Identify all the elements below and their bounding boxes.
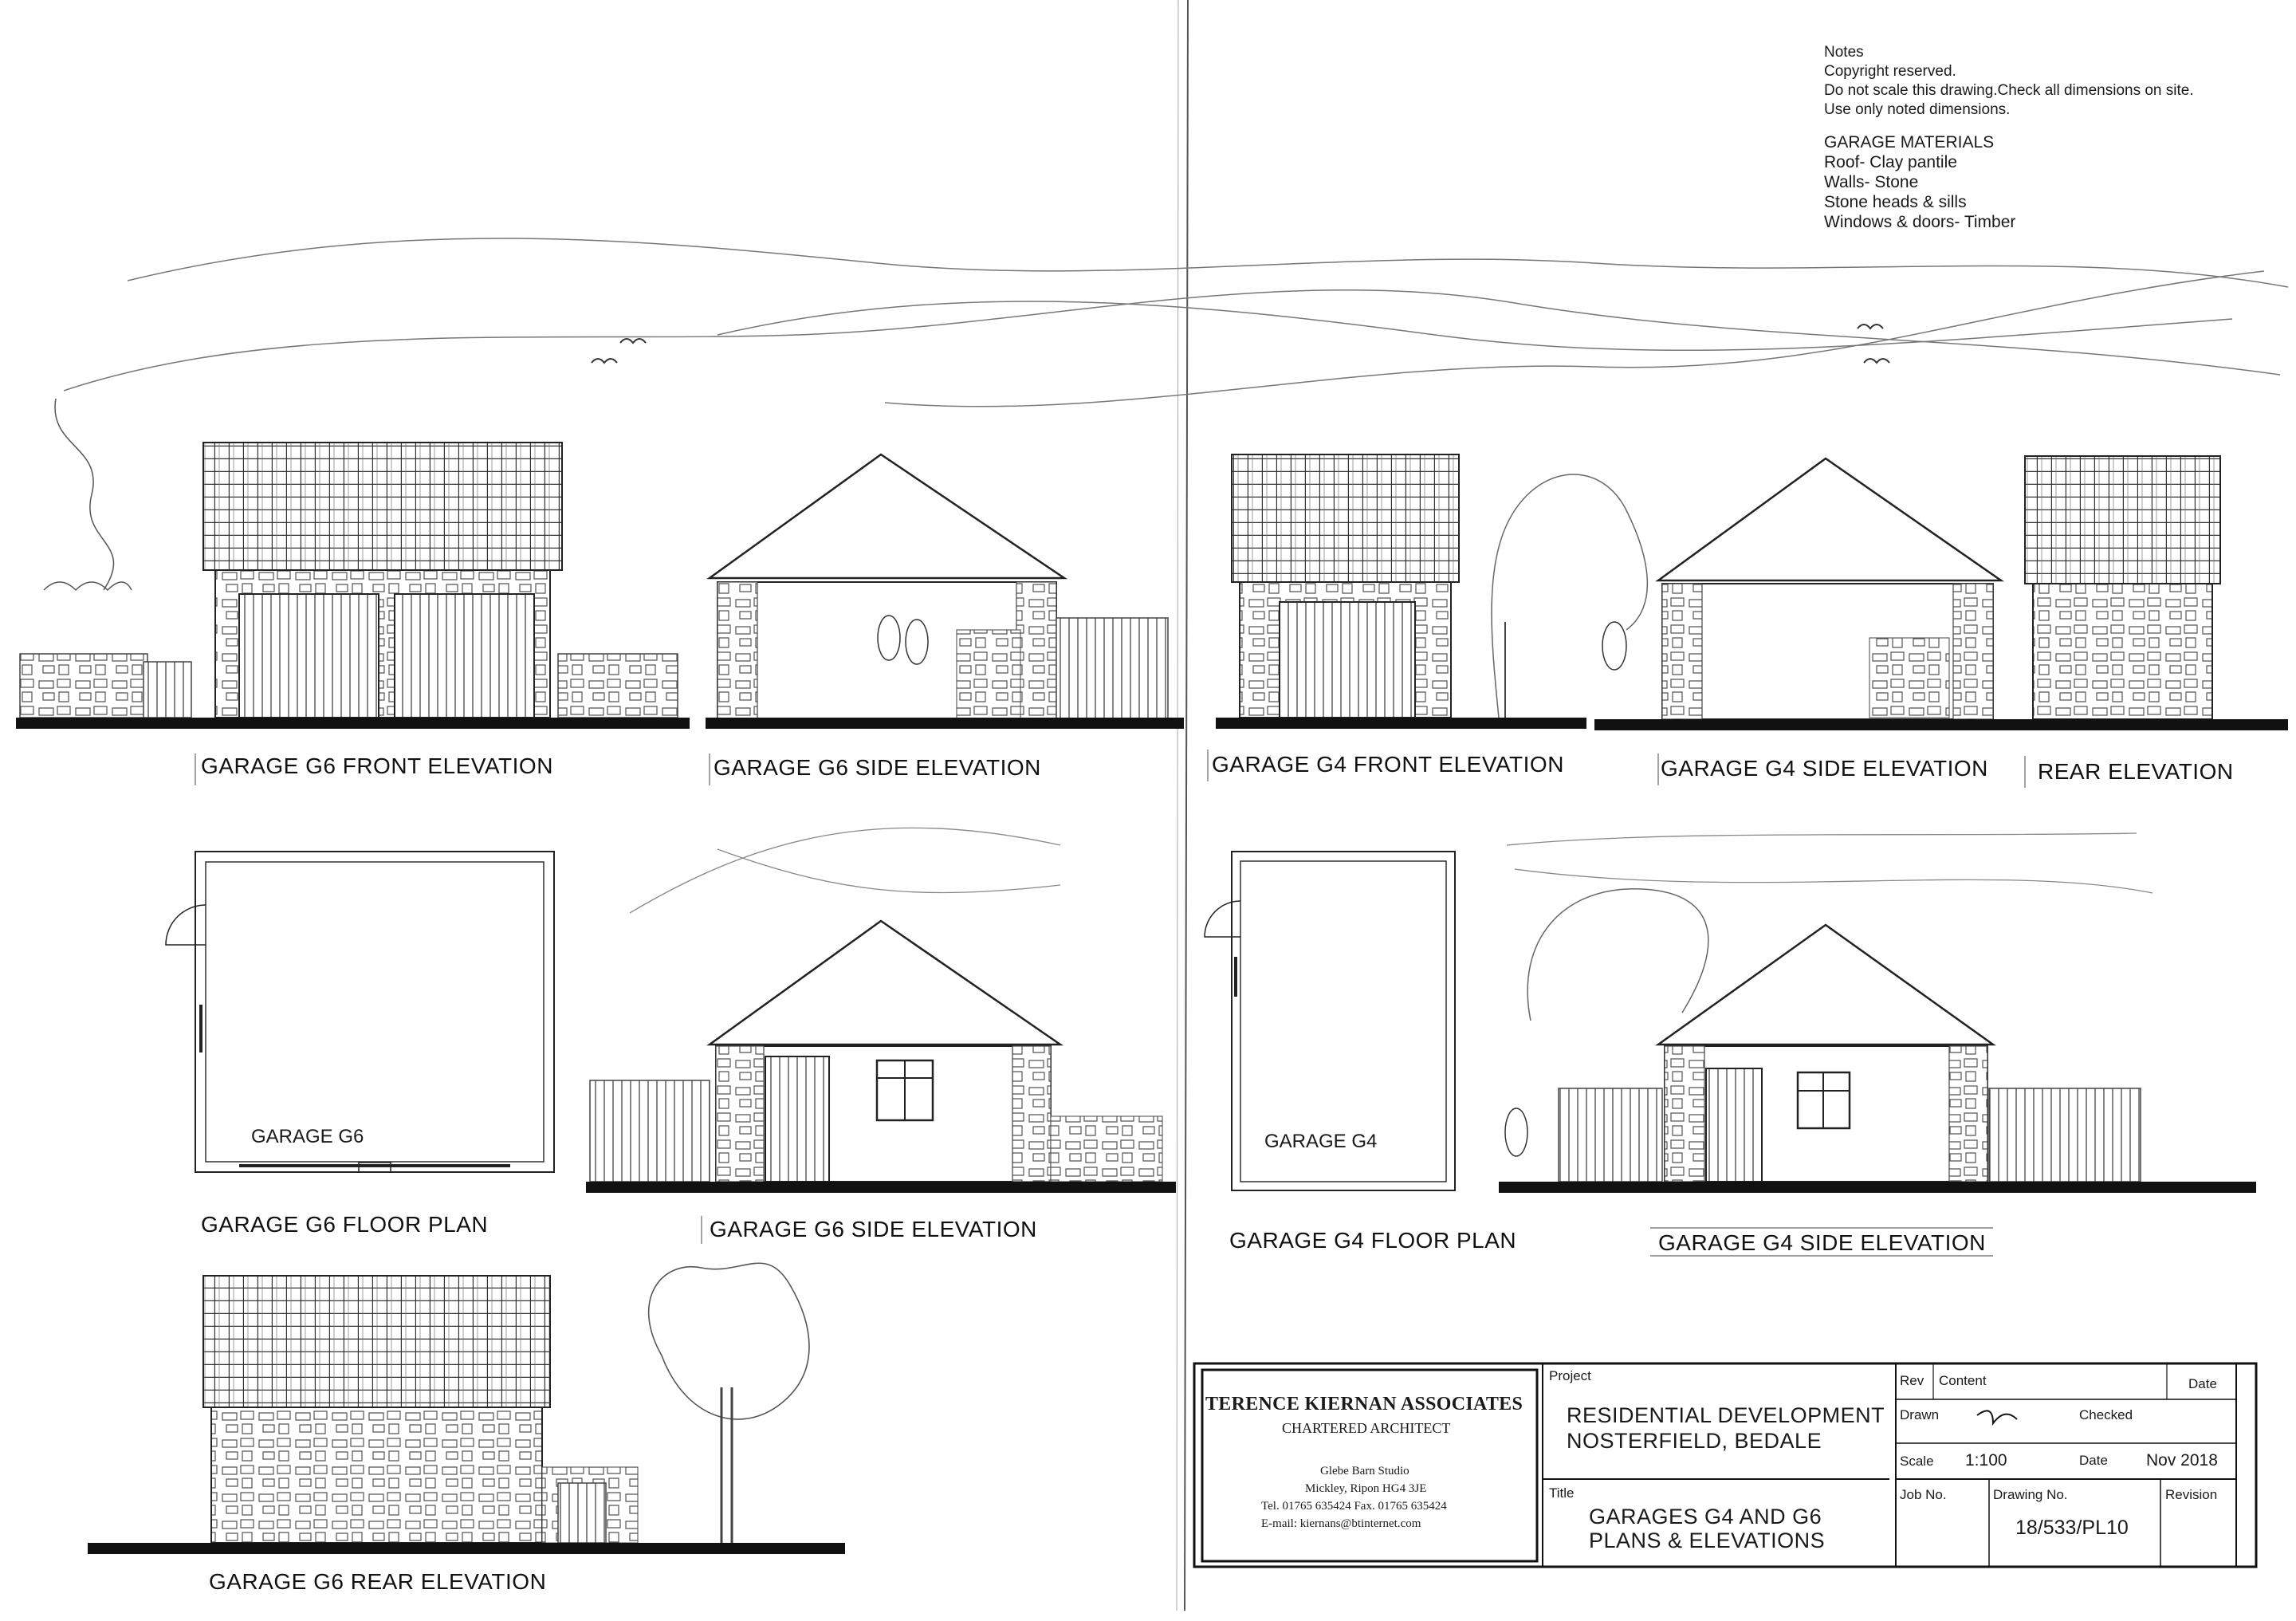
notes-heading: Notes: [1824, 44, 1864, 61]
materials-list: [1824, 132, 2194, 232]
content-label: Content: [1939, 1373, 1987, 1388]
room-label-g6: GARAGE G6: [251, 1126, 364, 1147]
firm-name: TERENCE KIERNAN ASSOCIATES: [1205, 1394, 1523, 1414]
label-g4-front-elevation: GARAGE G4 FRONT ELEVATION: [1212, 752, 1564, 777]
project-line-1: RESIDENTIAL DEVELOPMENT: [1567, 1403, 1885, 1427]
label-g6-front-elevation: GARAGE G6 FRONT ELEVATION: [201, 753, 553, 778]
address-line-1: Glebe Barn Studio: [1320, 1465, 1409, 1477]
label-g6-side-elevation-top: GARAGE G6 SIDE ELEVATION: [714, 755, 1041, 780]
project-label: Project: [1549, 1368, 1591, 1383]
materials-title: GARAGE MATERIALS: [1824, 133, 1995, 151]
g6-front-elevation: [16, 399, 690, 729]
date-label: Date: [2188, 1376, 2217, 1391]
revision-label: Revision: [2165, 1487, 2218, 1502]
g6-rear-elevation: [88, 1263, 845, 1554]
scale-label: Scale: [1900, 1454, 1934, 1469]
label-g4-side-elevation-top: GARAGE G4 SIDE ELEVATION: [1661, 756, 1988, 781]
material-windows: Windows & doors- Timber: [1824, 213, 2016, 231]
label-g4-floor-plan: GARAGE G4 FLOOR PLAN: [1229, 1228, 1517, 1253]
drawing-no-label: Drawing No.: [1993, 1487, 2068, 1502]
project-line-2: NOSTERFIELD, BEDALE: [1567, 1429, 1822, 1453]
g6-side-elevation-mid: [586, 828, 1176, 1193]
rev-label: Rev: [1900, 1373, 1924, 1388]
drawn-label: Drawn: [1900, 1407, 1940, 1422]
email: E-mail: kiernans@btinternet.com: [1261, 1517, 1421, 1530]
note-copyright: Copyright reserved.: [1824, 63, 1956, 80]
drawing-no-value: 18/533/PL10: [2015, 1517, 2129, 1539]
phone-fax: Tel. 01765 635424 Fax. 01765 635424: [1261, 1500, 1447, 1513]
g6-floor-plan: [166, 852, 554, 1172]
material-walls: Walls- Stone: [1824, 173, 1919, 191]
title-label: Title: [1549, 1485, 1575, 1501]
date-value: Nov 2018: [2146, 1451, 2218, 1470]
title-line-1: GARAGES G4 AND G6: [1589, 1505, 1822, 1529]
note-scale: Do not scale this drawing.Check all dimensions on site.: [1824, 82, 2194, 99]
checked-label: Checked: [2079, 1407, 2133, 1422]
address-line-2: Mickley, Ripon HG4 3JE: [1305, 1482, 1427, 1495]
note-dimensions: Use only noted dimensions.: [1824, 101, 2011, 118]
label-rear-elevation: REAR ELEVATION: [2038, 759, 2234, 784]
notes-panel: [1824, 43, 2194, 232]
g4-side-elevation-top: [1594, 458, 2029, 730]
material-heads: Stone heads & sills: [1824, 193, 1967, 211]
g4-side-elevation-mid: [1499, 833, 2256, 1193]
scale-value: 1:100: [1965, 1451, 2007, 1470]
label-g4-side-elevation-mid: GARAGE G4 SIDE ELEVATION: [1658, 1230, 1986, 1255]
job-no-label: Job No.: [1900, 1487, 1947, 1502]
room-label-g4: GARAGE G4: [1264, 1131, 1378, 1152]
rear-elevation: [2025, 456, 2288, 730]
material-roof: Roof- Clay pantile: [1824, 153, 1957, 171]
label-g6-side-elevation-mid: GARAGE G6 SIDE ELEVATION: [710, 1217, 1037, 1241]
firm-subtitle: CHARTERED ARCHITECT: [1282, 1420, 1451, 1436]
title-line-2: PLANS & ELEVATIONS: [1589, 1529, 1826, 1552]
g6-side-elevation-top: [706, 454, 1184, 729]
label-g6-floor-plan: GARAGE G6 FLOOR PLAN: [201, 1212, 489, 1237]
label-g6-rear-elevation: GARAGE G6 REAR ELEVATION: [209, 1569, 547, 1594]
g4-front-elevation: [1216, 454, 1647, 729]
date2-label: Date: [2079, 1453, 2108, 1468]
